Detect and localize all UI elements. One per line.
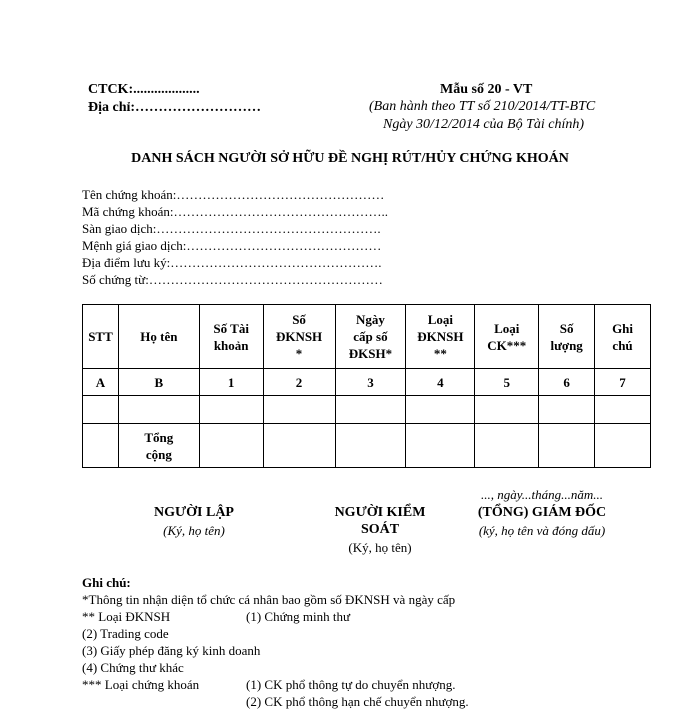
field-exchange: Sàn giao dịch:……………………………………………. bbox=[82, 221, 381, 236]
table-cell bbox=[199, 396, 263, 424]
note-line-3: (2) Trading code bbox=[82, 626, 169, 641]
col-header-registration-number: Số ĐKNSH * bbox=[263, 305, 335, 369]
code-cell: 4 bbox=[406, 369, 475, 396]
table-row bbox=[83, 396, 651, 424]
table-cell bbox=[475, 396, 539, 424]
table-cell bbox=[118, 396, 199, 424]
director-title: (TỔNG) GIÁM ĐỐC bbox=[477, 505, 607, 520]
code-cell: 5 bbox=[475, 369, 539, 396]
date-line: ..., ngày...tháng...năm... bbox=[480, 487, 604, 502]
note-line-2-left: ** Loại ĐKNSH bbox=[82, 609, 171, 624]
issued-by-line-2: Ngày 30/12/2014 của Bộ Tài chính) bbox=[383, 117, 585, 132]
table-code-row bbox=[83, 369, 651, 396]
table-cell bbox=[199, 424, 263, 468]
code-cell: 6 bbox=[539, 369, 595, 396]
table-cell bbox=[263, 396, 335, 424]
field-depository-location: Địa điểm lưu ký:…………………………………………. bbox=[82, 255, 382, 270]
checker-title-line-2: SOÁT bbox=[360, 522, 400, 537]
table-cell bbox=[475, 424, 539, 468]
table-cell bbox=[406, 424, 475, 468]
note-line-4: (3) Giấy phép đăng ký kinh doanh bbox=[82, 643, 261, 658]
table-cell bbox=[263, 424, 335, 468]
table-cell bbox=[83, 424, 119, 468]
form-number: Mẫu số 20 - VT bbox=[440, 82, 533, 97]
code-cell: 2 bbox=[263, 369, 335, 396]
table-cell bbox=[539, 396, 595, 424]
issued-by-line-1: (Ban hành theo TT số 210/2014/TT-BTC bbox=[369, 99, 596, 114]
col-header-account-number: Số Tài khoản bbox=[199, 305, 263, 369]
note-line-7-right: (2) CK phổ thông hạn chế chuyển nhượng. bbox=[246, 694, 469, 709]
document-title: DANH SÁCH NGƯỜI SỞ HỮU ĐỀ NGHỊ RÚT/HỦY CHỨNG KHOÁN bbox=[131, 151, 569, 166]
field-securities-name: Tên chứng khoán:………………………………………… bbox=[82, 187, 385, 202]
table-cell bbox=[83, 396, 119, 424]
table-cell bbox=[406, 396, 475, 424]
table-header-row bbox=[83, 305, 651, 369]
note-line-5: (4) Chứng thư khác bbox=[82, 660, 184, 675]
total-label: Tổng cộng bbox=[118, 424, 199, 468]
owners-table bbox=[82, 304, 651, 468]
notes-heading: Ghi chú: bbox=[82, 575, 131, 590]
ctck-label: CTCK:................... bbox=[88, 82, 200, 97]
table-cell bbox=[595, 396, 651, 424]
code-cell: 3 bbox=[335, 369, 406, 396]
preparer-sub: (Ký, họ tên) bbox=[163, 523, 225, 538]
col-header-full-name: Họ tên bbox=[118, 305, 199, 369]
table-cell bbox=[539, 424, 595, 468]
code-cell: 1 bbox=[199, 369, 263, 396]
table-cell bbox=[335, 424, 406, 468]
col-header-quantity: Số lượng bbox=[539, 305, 595, 369]
col-header-registration-date: Ngày cấp số ĐKSH* bbox=[335, 305, 406, 369]
note-line-2-right: (1) Chứng minh thư bbox=[246, 609, 351, 624]
code-cell: A bbox=[83, 369, 119, 396]
code-cell: 7 bbox=[595, 369, 651, 396]
field-par-value: Mệnh giá giao dịch:……………………………………… bbox=[82, 238, 382, 253]
col-header-securities-type: Loại CK*** bbox=[475, 305, 539, 369]
checker-sub: (Ký, họ tên) bbox=[348, 540, 412, 555]
code-cell: B bbox=[118, 369, 199, 396]
table-cell bbox=[335, 396, 406, 424]
table-total-row bbox=[83, 424, 651, 468]
table-cell bbox=[595, 424, 651, 468]
col-header-stt: STT bbox=[83, 305, 119, 369]
note-line-6-right: (1) CK phổ thông tự do chuyển nhượng. bbox=[246, 677, 456, 692]
field-document-number: Số chứng từ:……………………………………………… bbox=[82, 272, 383, 287]
checker-title-line-1: NGƯỜI KIỂM bbox=[334, 505, 426, 520]
note-line-6-left: *** Loại chứng khoán bbox=[82, 677, 200, 692]
address-label: Địa chỉ:……………………… bbox=[88, 100, 262, 115]
col-header-notes: Ghi chú bbox=[595, 305, 651, 369]
field-securities-code: Mã chứng khoán:………………………………………….. bbox=[82, 204, 389, 219]
director-sub: (ký, họ tên và đóng dấu) bbox=[478, 523, 606, 538]
col-header-registration-type: Loại ĐKNSH ** bbox=[406, 305, 475, 369]
preparer-title: NGƯỜI LẬP bbox=[154, 505, 234, 520]
note-line-1: *Thông tin nhận diện tổ chức cá nhân bao gồm số ĐKNSH và ngày cấp bbox=[82, 592, 456, 607]
